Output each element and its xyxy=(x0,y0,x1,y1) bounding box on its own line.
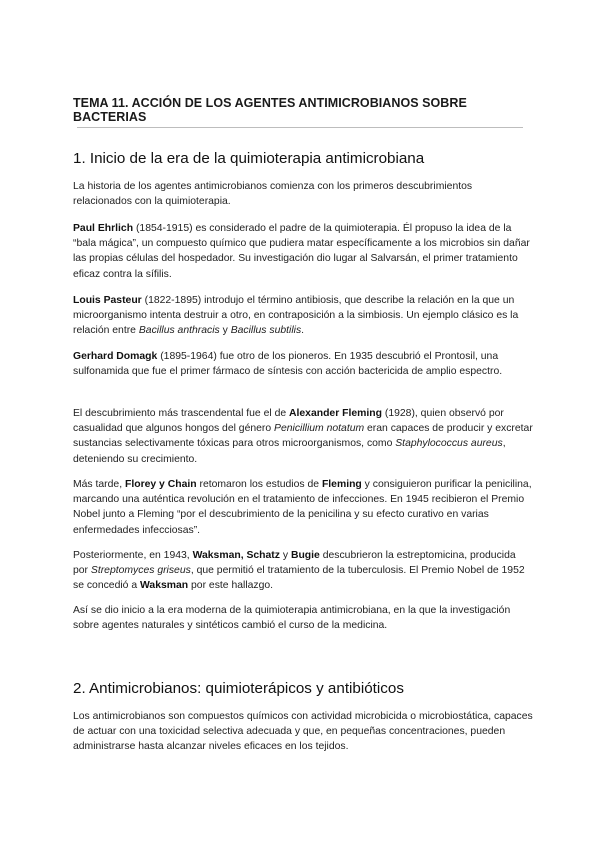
waksman-text-2: y xyxy=(279,550,291,561)
waksman-text-3: descubrieron la estreptomicina, producida por xyxy=(73,550,516,577)
paragraph-domagk xyxy=(73,349,533,379)
genus-penicillium: Penicillium notatum xyxy=(274,423,365,435)
fleming-text-1: El descubrimiento más trascendental fue el de xyxy=(73,408,290,419)
florey-text-3: y consiguieron purificar la penicilina, marcando una auténtica revolución en el tratamiento de infecciones. En 1945 recibieron el Premio Nobel junto a Fleming “por el descubrimiento de la penicilina y su efecto curativo en varias enfermedades infecciosas”. xyxy=(73,479,532,536)
section-2-intro: Los antimicrobianos son compuestos químicos con actividad microbicida o microbiostática, capaces de actuar con una toxicidad selectiva adecuada y que, en pequeñas concentraciones, pueden administrarse hasta alcanzar niveles eficaces en los tejidos. xyxy=(73,711,533,753)
name-domagk: Gerhard Domagk xyxy=(73,351,158,362)
species-staphylococcus: Staphylococcus aureus xyxy=(395,438,503,450)
name-pasteur: Louis Pasteur xyxy=(73,295,142,306)
document-title: TEMA 11. ACCIÓN DE LOS AGENTES ANTIMICROBIANOS SOBRE BACTERIAS xyxy=(73,96,467,124)
title-divider xyxy=(77,127,523,128)
paragraph-ehrlich xyxy=(73,221,533,282)
waksman-text-5: por este hallazgo. xyxy=(188,580,274,592)
pasteur-text-1: (1822-1895) introdujo el término antibiosis, que describe la relación en la que un microorganismo intenta destruir a otro, en contraposición a la simbiosis. Un ejemplo clásico es la relación entre xyxy=(73,295,519,337)
name-ehrlich: Paul Ehrlich xyxy=(73,223,134,234)
domagk-text: (1895-1964) fue otro de los pioneros. En 1935 descubrió el Prontosil, una sulfonamida que fue el primer fármaco de síntesis con acción bactericida de amplio espectro. xyxy=(73,351,503,378)
fleming-text-2: (1928), quien observó por casualidad que algunos hongos del género xyxy=(73,408,504,435)
section-2-heading: 2. Antimicrobianos: quimioterápicos y antibióticos xyxy=(73,680,404,697)
section-1-intro: La historia de los agentes antimicrobianos comienza con los primeros descubrimientos relacionados con la quimioterapia. xyxy=(73,181,473,208)
waksman-text-4: , que permitió el tratamiento de la tuberculosis. El Premio Nobel de 1952 se concedió a xyxy=(73,565,525,592)
paragraph-closing: Así se dio inicio a la era moderna de la quimioterapia antimicrobiana, en la que la investigación sobre agentes naturales y sintéticos cambió el curso de la medicina. xyxy=(73,605,511,632)
ehrlich-text: (1854-1915) es considerado el padre de la quimioterapia. Él propuso la idea de la “bala mágica”, un compuesto químico que pudiera matar específicamente a los microbios sin dañar las propias células del hospedador. Su investigación dio lugar al Salvarsán, el primer tratamiento eficaz contra la sífilis. xyxy=(73,223,530,280)
name-fleming-2: Fleming xyxy=(321,479,362,490)
paragraph-fleming xyxy=(73,406,533,467)
waksman-text-1: Posteriormente, en 1943, xyxy=(73,550,193,561)
fleming-text-4: , deteniendo su crecimiento. xyxy=(73,438,506,465)
paragraph-waksman xyxy=(73,548,533,594)
species-bacillus-subtilis: Bacillus subtilis xyxy=(230,325,302,337)
names-waksman-schatz: Waksman, Schatz xyxy=(192,550,280,561)
name-waksman: Waksman xyxy=(140,580,189,592)
name-bugie: Bugie xyxy=(290,550,320,561)
species-streptomyces: Streptomyces griseus xyxy=(90,565,191,577)
paragraph-pasteur xyxy=(73,293,533,339)
fleming-text-3: eran capaces de producir y excretar sustancias selectivamente tóxicas para otros microorganismos, como xyxy=(73,423,533,450)
pasteur-text-3: . xyxy=(301,325,305,337)
florey-text-2: retomaron los estudios de xyxy=(196,479,322,490)
section-1-heading: 1. Inicio de la era de la quimioterapia antimicrobiana xyxy=(73,150,425,167)
names-florey-chain: Florey y Chain xyxy=(124,479,197,490)
pasteur-text-2: y xyxy=(219,325,231,337)
paragraph-florey-chain xyxy=(73,477,533,538)
species-bacillus-anthracis: Bacillus anthracis xyxy=(138,325,220,337)
name-fleming: Alexander Fleming xyxy=(289,408,382,419)
florey-text-1: Más tarde, xyxy=(73,479,125,490)
